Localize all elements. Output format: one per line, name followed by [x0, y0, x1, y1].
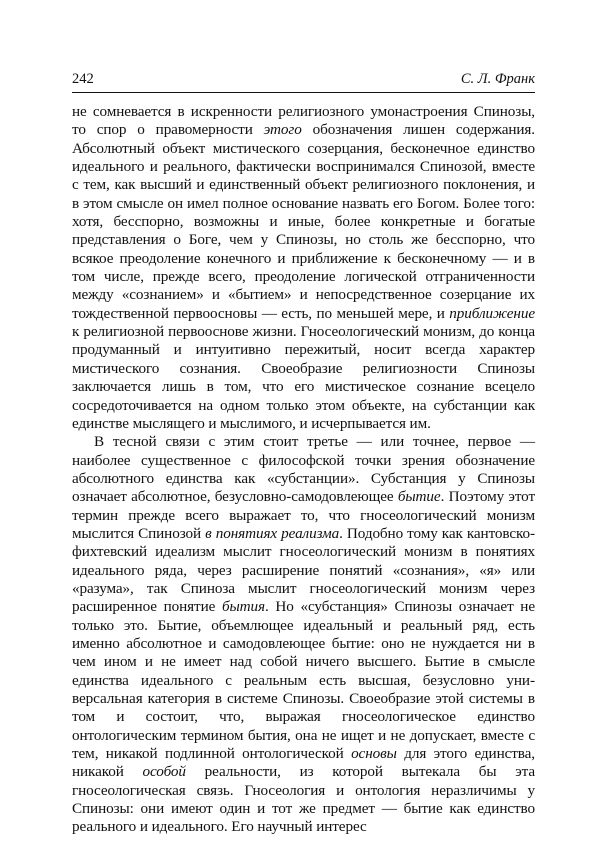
page-header	[72, 70, 535, 93]
text-span: реальности, из которой вытекала бы эта гносеологическая связь. Гносеология и онтология неразличимы у Спинозы: они имеют один и тот же предмет — бытие как единство реального и идеального. Его научный интерес	[72, 763, 535, 836]
italic-text-span: основы	[351, 745, 397, 763]
body-text	[72, 103, 535, 837]
paragraph-2	[72, 433, 535, 837]
running-head-author: С. Л. Франк	[460, 71, 535, 87]
text-span: к религиозной первооснове жизни. Гносеологический монизм, до конца продуманный и интуитивно пережитый, носит всегда характер мистического сознания. Своеобразие религиозности Спинозы заключается лишь в том, что его мистическое сознание всецело сосредоточивается на одном только этом объекте, на субстанции как единстве мыслящего и мыслимого, и исчерпывается им.	[72, 323, 535, 432]
paragraph-1	[72, 103, 535, 433]
italic-text-span: особой	[142, 763, 186, 781]
page-number: 242	[72, 71, 94, 87]
text-span: . Поэтому этот термин прежде всего выражает то, что гносеологический монизм мыслится Спинозой	[72, 488, 535, 542]
text-span: не сомневается в искренности религиозного умонастроения Спинозы, то спор о правомерности	[72, 103, 535, 139]
italic-text-span: бытие	[397, 488, 441, 506]
text-span: для этого единства, никакой	[72, 745, 536, 781]
italic-text-span: в понятиях реализма	[205, 524, 340, 542]
italic-text-span: бытия	[221, 598, 265, 616]
italic-text-span: этого	[263, 121, 302, 139]
text-span: обозначения лишен содержания. Абсолютный объект мистического созерцания, бесконечное единство идеального и реального, фактически воспринимался Спинозой, вместе с тем, как высший и единственный объект религиозного поклонения, и в этом смысле он имел полное основание назвать его Богом. Более того: хотя, бесспорно, возможны и иные, более конкретные и богатые представления о Боге, чем у Спинозы, но столь же бесспорно, что всякое преодоление конечного и приближение к бесконечному — и в том числе, прежде всего, преодоление логической отграниченности между «сознанием» и «бытием» и непосредственное созерцание их тождественной первоосновы — есть, по меньшей мере, и	[72, 121, 535, 322]
text-span: В тесной связи с этим стоит третье — или точнее, первое — наиболее существенное с философской точки зрения обозначение абсолютного единства как «субстанции». Субстанция у Спинозы означает абсолютное, безусловно-самодовлеющее	[72, 433, 535, 506]
italic-text-span: приближение	[449, 304, 535, 322]
text-span: . Подобно тому как кантовско-фихтевский идеализм мыслит гносеологический монизм в понятиях идеального ряда, через расширение понятий «сознания», «я» или «разума», так Спиноза мыслит гносеологический монизм через расширенное понятие	[72, 524, 535, 616]
text-span: . Но «субстанция» Спинозы означает не только это. Бытие, объемлющее идеальный и реальный ряд, есть именно абсолютное и самодовлеющее бытие: оно не нуждается ни в чем ином и не имеет над собой ничего высшего. Бытие в смысле единства идеального с реальным есть высшая, безусловно универсальная категория в системе Спинозы. Своеобразие этой системы в том и состоит, что, выражая гносеологическое единство онтологическим термином бытия, она не ищет и не допускает, вместе с тем, никакой подлинной онтологической	[72, 598, 535, 763]
